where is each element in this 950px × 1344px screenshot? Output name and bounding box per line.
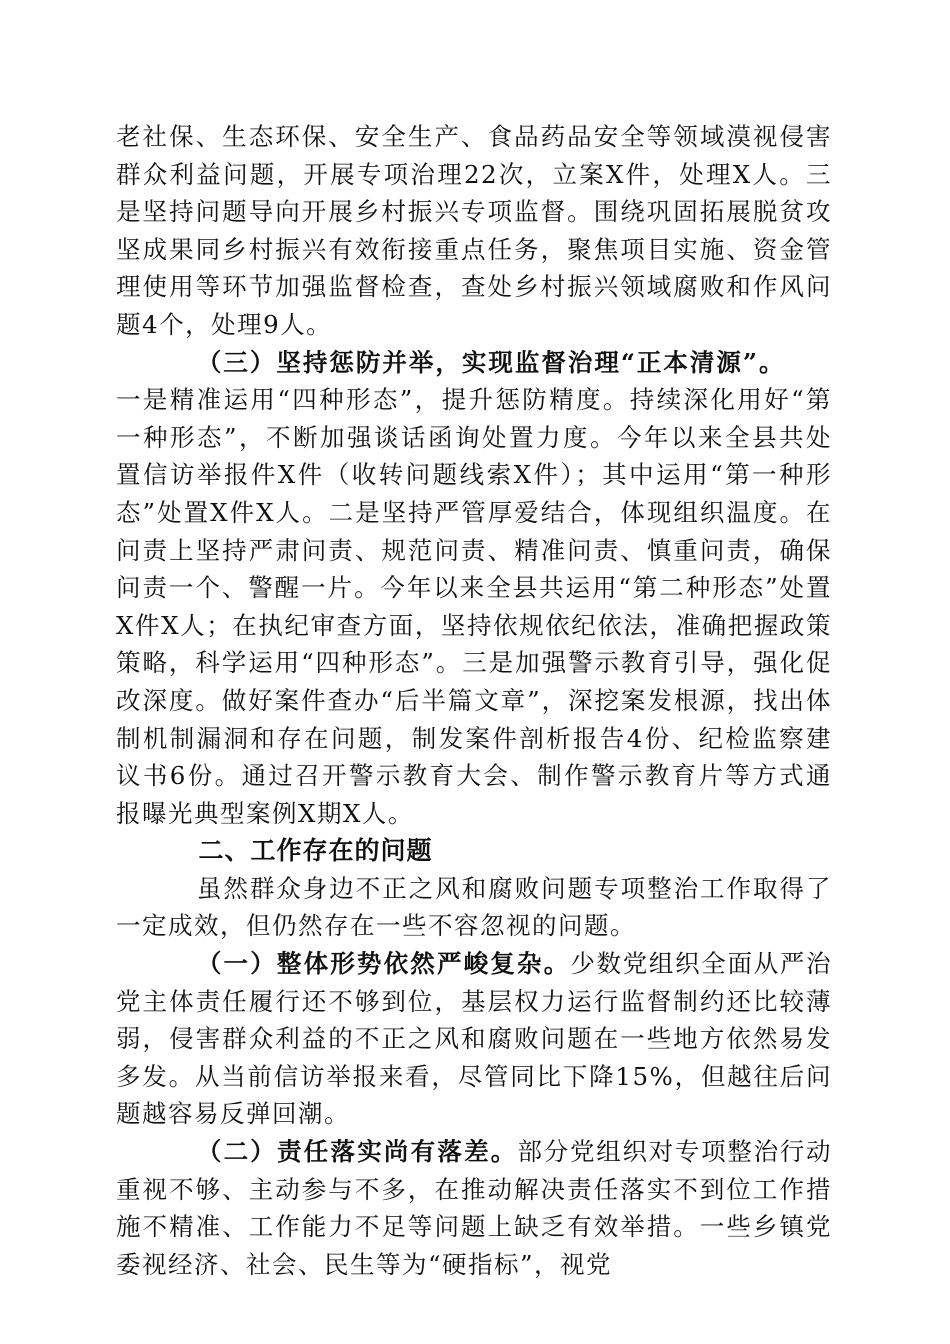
paragraph-intro: 虽然群众身边不正之风和腐败问题专项整治工作取得了一定成效，但仍然存在一些不容忽视的问题。 xyxy=(116,873,832,941)
problem-1-body: 少数党组织全面从严治党主体责任履行还不够到位，基层权力运行监督制约还比较薄弱，侵害群众利益的不正之风和腐败问题在一些地方依然易发多发。从当前信访举报来看，尽管同比下降15%，但越往后问题越容易反弹回潮。 xyxy=(116,949,833,1129)
problem-1-lead: （一）整体形势依然严峻复杂。 xyxy=(196,949,571,979)
paragraph-problem-2 xyxy=(116,1133,832,1283)
heading-problems: 二、工作存在的问题 xyxy=(198,836,433,866)
paragraph-continued: 老社保、生态环保、安全生产、食品药品安全等领域漠视侵害群众利益问题，开展专项治理22次，立案X件，处理X人。三是坚持问题导向开展乡村振兴专项监督。围绕巩固拓展脱贫攻坚成果同乡村振兴有效衔接重点任务，聚焦项目实施、资金管理使用等环节加强监督检查，查处乡村振兴领域腐败和作风问题4个，处理9人。 xyxy=(116,122,832,339)
problem-2-body: 部分党组织对专项整治行动重视不够、主动参与不多，在推动解决责任落实不到位工作措施不精准、工作能力不足等问题上缺乏有效举措。一些乡镇党委视经济、社会、民生等为“硬指标”，视党 xyxy=(116,1137,833,1279)
problem-2-lead: （二）责任落实尚有落差。 xyxy=(196,1137,518,1167)
document-body xyxy=(116,118,832,1283)
paragraph-problem-1 xyxy=(116,945,832,1133)
section-3-lead: （三）坚持惩防并举，实现监督治理“正本清源”。 xyxy=(196,347,786,377)
paragraph-section-3-body: 一是精准运用“四种形态”，提升惩防精度。持续深化用好“第一种形态”，不断加强谈话函询处置力度。今年以来全县共处置信访举报件X件（收转问题线索X件）；其中运用“第一种形态”处置X件X人。二是坚持严管厚爱结合，体现组织温度。在问责上坚持严肃问责、规范问责、精准问责、慎重问责，确保问责一个、警醒一片。今年以来全县共运用“第二种形态”处置X件X人；在执纪审查方面，坚持依规依纪依法，准确把握政策策略，科学运用“四种形态”。三是加强警示教育引导，强化促改深度。做好案件查办“后半篇文章”，深挖案发根源，找出体制机制漏洞和存在问题，制发案件剖析报告4份、纪检监察建议书6份。通过召开警示教育大会、制作警示教育片等方式通报曝光典型案例X期X人。 xyxy=(116,385,833,828)
paragraph-section-3 xyxy=(116,344,832,382)
